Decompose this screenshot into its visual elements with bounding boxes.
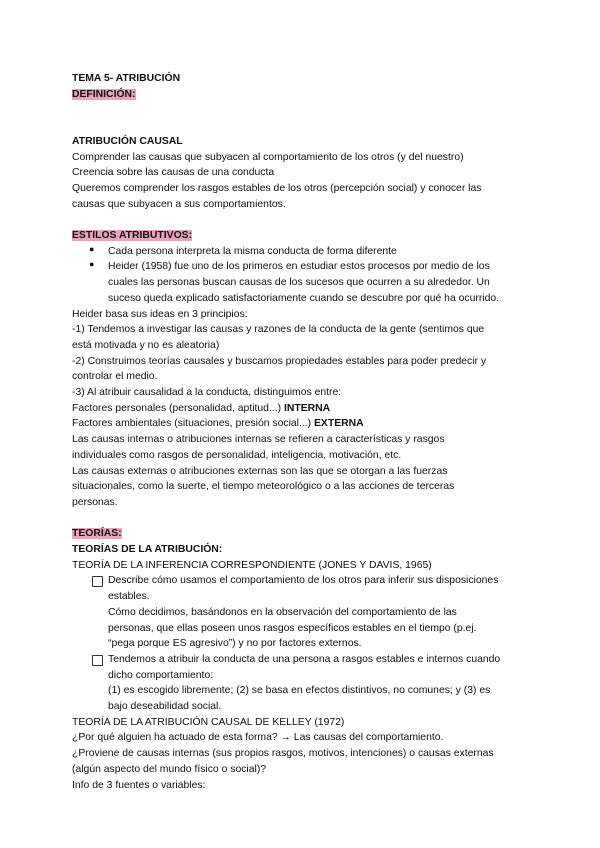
checkbox-icon[interactable] — [92, 655, 103, 666]
paragraph-line: -2) Construimos teorías causales y buscamos propiedades estables para poder predecir y — [72, 355, 487, 367]
teorias-subheading: TEORÍAS DE LA ATRIBUCIÓN: — [72, 544, 223, 556]
kelley-theory-title: TEORÍA DE LA ATRIBUCIÓN CAUSAL DE KELLEY (1972) — [72, 716, 345, 728]
checklist-item: Tendemos a atribuir la conducta de una persona a rasgos estables e internos cuando dicho comportamiento: (1) es escogido libremente; (2) se basa en efectos distintivos, no comunes; y (3) es bajo deseabilidad social. — [72, 652, 532, 715]
checklist-item: Describe cómo usamos el comportamiento de los otros para inferir sus disposiciones estables. Cómo decidimos, basándonos en la observación del comportamiento de las personas, que ellas poseen unos rasgos específicos estables en el tiempo (p.ej. “pega porque ES agresivo”) y no por factores externos. — [72, 573, 532, 652]
paragraph-line: ¿Por qué alguien ha actuado de esta forma? → Las causas del comportamiento. — [72, 732, 444, 744]
paragraph-line: Queremos comprender los rasgos estables de los otros (percepción social) y conocer las — [72, 182, 482, 194]
atribucion-causal-heading: ATRIBUCIÓN CAUSAL — [72, 135, 183, 147]
teorias-heading: TEORÍAS: — [72, 528, 122, 540]
paragraph-line: está motivada y no es aleatoria) — [72, 339, 220, 351]
bullet-item: ● Cada persona interpreta la misma conducta de forma diferente — [89, 243, 397, 257]
document-content — [72, 71, 532, 793]
paragraph-line: controlar el medio. — [72, 371, 158, 383]
factor-personal-line: Factores personales (personalidad, aptitud...) INTERNA — [72, 402, 331, 414]
definicion-heading: DEFINICIÓN: — [72, 88, 136, 100]
paragraph-line: (algún aspecto del mundo físico o social)? — [72, 763, 267, 775]
paragraph-line: Comprender las causas que subyacen al comportamiento de los otros (y del nuestro) — [72, 151, 464, 163]
paragraph-line: causas que subyacen a sus comportamientos. — [72, 198, 286, 210]
paragraph-line: Las causas internas o atribuciones internas se refieren a características y rasgos — [72, 434, 445, 446]
paragraph-line: -1) Tendemos a investigar las causas y razones de la conducta de la gente (sentimos que — [72, 324, 485, 336]
paragraph-line: Heider basa sus ideas en 3 principios: — [72, 308, 248, 320]
estilos-heading: ESTILOS ATRIBUTIVOS: — [72, 230, 193, 241]
bullet-dot-icon: ● — [89, 243, 95, 254]
paragraph-line: Las causas externas o atribuciones externas son las que se otorgan a las fuerzas — [72, 465, 448, 477]
paragraph-line: personas. — [72, 496, 118, 508]
bullet-item: ● Heider (1958) fue uno de los primeros en estudiar estos procesos por medio de los cuales las personas buscan causas de los sucesos que ocurren a su alrededor. Un suceso queda explicado satisfactoriamente cuando se descubre por qué ha ocurrido. — [89, 259, 500, 304]
bullet-dot-icon: ● — [89, 259, 95, 270]
document-title: TEMA 5- ATRIBUCIÓN — [72, 73, 181, 84]
checkbox-icon[interactable] — [92, 576, 103, 587]
paragraph-line: -3) Al atribuir causalidad a la conducta, distinguimos entre: — [72, 387, 342, 399]
paragraph-line: situacionales, como la suerte, el tiempo meteorológico o a las acciones de terceras — [72, 481, 455, 493]
paragraph-line: Info de 3 fuentes o variables: — [72, 779, 206, 791]
paragraph-line: Creencia sobre las causas de una conducta — [72, 167, 275, 179]
paragraph-line: ¿Proviene de causas internas (sus propios rasgos, motivos, intenciones) o causas externas — [72, 748, 494, 760]
paragraph-line: individuales como rasgos de personalidad, inteligencia, motivación, etc. — [72, 449, 402, 461]
jones-theory-title: TEORÍA DE LA INFERENCIA CORRESPONDIENTE (JONES Y DAVIS, 1965) — [72, 559, 432, 571]
factor-ambiental-line: Factores ambientales (situaciones, presión social...) EXTERNA — [72, 418, 364, 430]
